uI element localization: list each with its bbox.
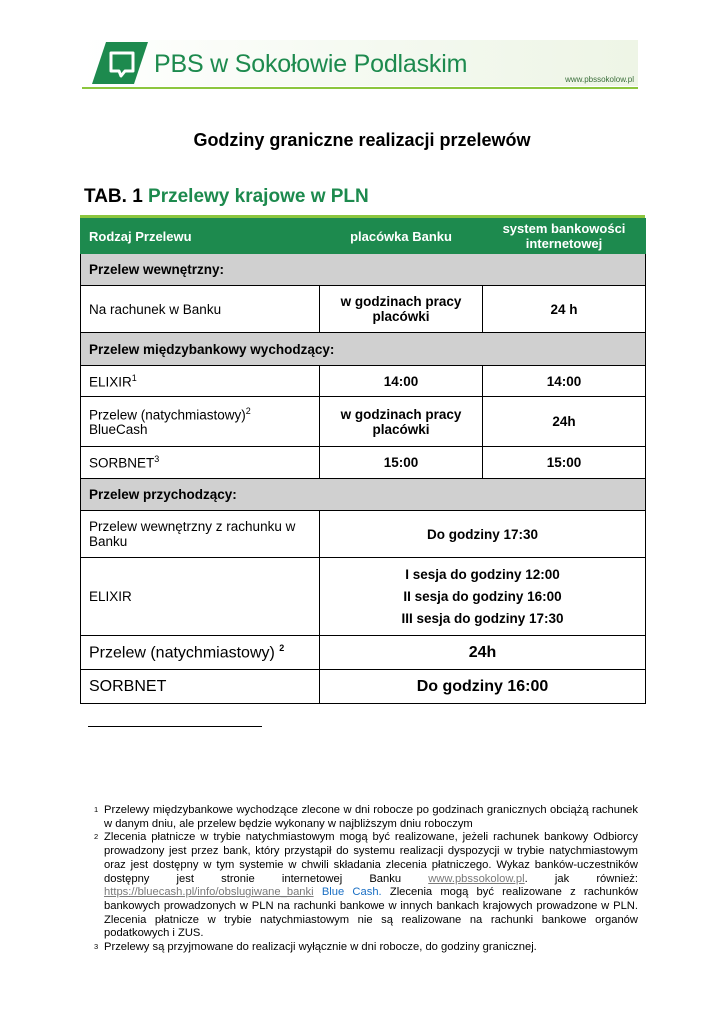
- value-cell: 24h: [320, 636, 646, 670]
- table-row: [81, 636, 646, 670]
- footnote-text: Przelewy międzybankowe wychodzące zlecone w dni robocze po godzinach granicznych obciążą rachunek w danym dniu, ale przelew będzie wykonany w najbliższym dniu roboczym: [104, 804, 638, 830]
- section-title: Przelew przychodzący:: [81, 479, 646, 511]
- table-row: [81, 397, 646, 447]
- table-title-prefix: TAB. 1: [84, 186, 143, 207]
- table-row: [81, 558, 646, 636]
- footnote-number: 2: [94, 832, 99, 842]
- value-cell: Do godziny 16:00: [320, 670, 646, 704]
- row-label: SORBNET$^3$: [81, 447, 320, 479]
- table-title-text: Przelewy krajowe w PLN: [148, 186, 369, 207]
- footnote-1: [92, 804, 638, 831]
- table-row: [81, 670, 646, 704]
- footnote-ref: 1: [131, 372, 137, 383]
- footnote-text: Przelewy są przyjmowane do realizacji wyłącznie w dni robocze, do godziny granicznej.: [104, 941, 537, 954]
- row-label: Przelew wewnętrzny z rachunku w Banku: [81, 511, 320, 558]
- column-header-online: system bankowości internetowej: [483, 219, 646, 254]
- branch-cell: 14:00: [320, 366, 483, 397]
- section-row: [81, 333, 646, 366]
- row-label: Przelew (natychmiastowy) $^2$: [81, 636, 320, 670]
- online-cell: 24 h: [483, 286, 646, 333]
- bank-name: PBS w Sokołowie Podlaskim: [154, 50, 468, 78]
- footnote-text: Zlecenia płatnicze w trybie natychmiastowym mogą być realizowane, jeżeli rachunek bankowy Odbiorcy prowadzony jest przez bank, który przystąpił do systemu realizacji dyspozycji w trybie natychmiastowym oraz jest dostępny w tym systemie w chwili składania zlecenia płatniczego. Wykaz banków-uczestników dostępny jest stronie internetowej Banku: [104, 831, 638, 885]
- footnote-separator: [88, 726, 262, 727]
- row-label: Przelew (natychmiastowy)$^2$ BlueCash: [81, 397, 320, 447]
- value-cell: Do godziny 17:30: [320, 511, 646, 558]
- document-title: Godziny graniczne realizacji przelewów: [193, 130, 531, 150]
- bank-website-link[interactable]: www.pbssokolow.pl: [428, 872, 525, 885]
- session-line: I sesja do godziny 12:00: [405, 567, 560, 582]
- row-label: SORBNET: [81, 670, 320, 704]
- branch-cell: 15:00: [320, 447, 483, 479]
- row-label: ELIXIR: [81, 558, 320, 636]
- footnote-number: 1: [94, 805, 99, 814]
- footnote-ref: 3: [154, 454, 160, 465]
- bluecash-banks-link[interactable]: https://bluecash.pl/info/obslugiwane_banki: [104, 886, 314, 899]
- table-row: [81, 286, 646, 333]
- cutoff-times-table: [80, 218, 646, 704]
- table-header-row: [81, 219, 646, 254]
- branch-cell: w godzinach pracy placówki: [320, 286, 483, 333]
- branch-cell: w godzinach pracy placówki: [320, 397, 483, 447]
- table-row: [81, 447, 646, 479]
- column-header-type: Rodzaj Przelewu: [81, 219, 320, 254]
- online-cell: 14:00: [483, 366, 646, 397]
- sessions-cell: [320, 558, 646, 636]
- bluecash-label: Blue Cash.: [321, 886, 382, 899]
- footnote-number: 3: [94, 942, 99, 952]
- footnotes: [92, 804, 638, 955]
- page-header: [82, 40, 638, 90]
- row-sublabel: BlueCash: [89, 422, 148, 438]
- section-row: [81, 479, 646, 511]
- footnote-3: [92, 941, 638, 955]
- online-cell: 24h: [483, 397, 646, 447]
- table-title: [84, 186, 369, 208]
- bank-url[interactable]: www.pbssokolow.pl: [565, 75, 634, 84]
- footnote-ref: 2: [245, 405, 251, 416]
- footnote-2: 2 Zlecenia płatnicze w trybie natychmiastowym mogą być realizowane, jeżeli rachunek bankowy Odbiorcy prowadzony jest przez bank, który przystąpił do systemu realizacji dyspozycji w trybie natychmiastowym oraz jest dostępny w tym systemie w chwili składania zlecenia płatniczego. Wykaz banków-uczestników dostępny jest stronie internetowej Banku www.pbssokolow.pl. jak również: https://bluecash.pl/info/obslugiwane_banki Blue Cash. Zlecenia mogą być realizowane z rachunków bankowych prowadzonych w PLN na rachunki bankowe w innych bankach krajowych prowadzone w PLN. Zlecenia płatnicze w trybie natychmiastowym nie są realizowane na rachunki bankowe organów podatkowych i ZUS.: [94, 831, 638, 940]
- table-row: [81, 366, 646, 397]
- row-label: Na rachunek w Banku: [81, 286, 320, 333]
- footnote-ref: 2: [279, 642, 285, 653]
- table-row: [81, 511, 646, 558]
- header-divider: [82, 87, 638, 89]
- session-line: II sesja do godziny 16:00: [403, 589, 562, 604]
- column-header-branch: placówka Banku: [320, 219, 483, 254]
- section-row: [81, 254, 646, 286]
- section-title: Przelew międzybankowy wychodzący:: [81, 333, 646, 366]
- row-label: ELIXIR$^1$: [81, 366, 320, 397]
- session-line: III sesja do godziny 17:30: [401, 611, 564, 626]
- section-title: Przelew wewnętrzny:: [81, 254, 646, 286]
- bank-logo-icon: [92, 42, 148, 84]
- online-cell: 15:00: [483, 447, 646, 479]
